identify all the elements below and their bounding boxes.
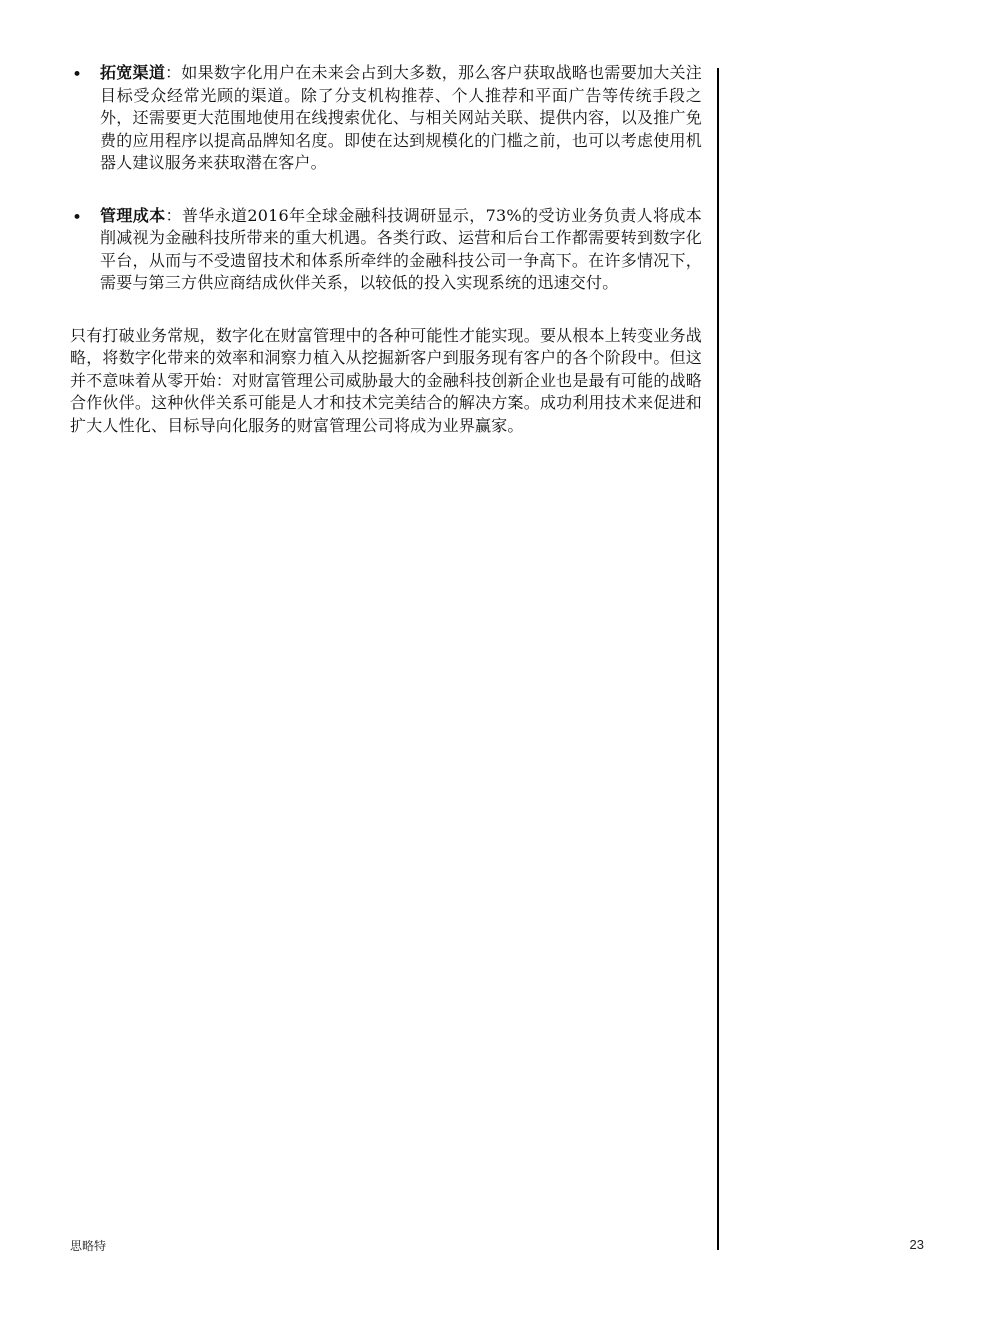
conclusion-paragraph: 只有打破业务常规，数字化在财富管理中的各种可能性才能实现。要从根本上转变业务战略，将数字化带来的效率和洞察力植入从挖掘新客户到服务现有客户的各个阶段中。但这并不意味着从零开始：对财富管理公司威胁最大的金融科技创新企业也是最有可能的战略合作伙伴。这种伙伴关系可能是人才和技术完美结合的解决方案。成功利用技术来促进和扩大人性化、目标导向化服务的财富管理公司将成为业界赢家。 <box>70 325 702 435</box>
footer-publisher: 思略特 <box>70 1239 107 1253</box>
bullet-item-costs <box>70 205 702 295</box>
main-content <box>70 62 702 453</box>
bullet-icon: • <box>72 65 83 85</box>
bullet-text <box>100 62 702 175</box>
bullet-lead: 管理成本 <box>100 205 166 225</box>
bullet-body: ：普华永道2016年全球金融科技调研显示，73%的受访业务负责人将成本削减视为金融科技所带来的重大机遇。各类行政、运营和后台工作都需要转到数字化平台，从而与不受遗留技术和体系所牵绊的金融科技公司一争高下。在许多情况下，需要与第三方供应商结成伙伴关系，以较低的投入实现系统的迅速交付。 <box>100 205 702 292</box>
bullet-body: ：如果数字化用户在未来会占到大多数，那么客户获取战略也需要加大关注目标受众经常光顾的渠道。除了分支机构推荐、个人推荐和平面广告等传统手段之外，还需要更大范围地使用在线搜索优化、与相关网站关联、提供内容，以及推广免费的应用程序以提高品牌知名度。即使在达到规模化的门槛之前，也可以考虑使用机器人建议服务来获取潜在客户。 <box>100 63 702 172</box>
bullet-text <box>100 205 702 295</box>
page-number: 23 <box>909 1237 924 1252</box>
bullet-icon: • <box>72 207 83 228</box>
bullet-item-channels <box>70 62 702 175</box>
bullet-lead: 拓宽渠道 <box>100 63 166 82</box>
vertical-divider <box>717 68 719 1250</box>
